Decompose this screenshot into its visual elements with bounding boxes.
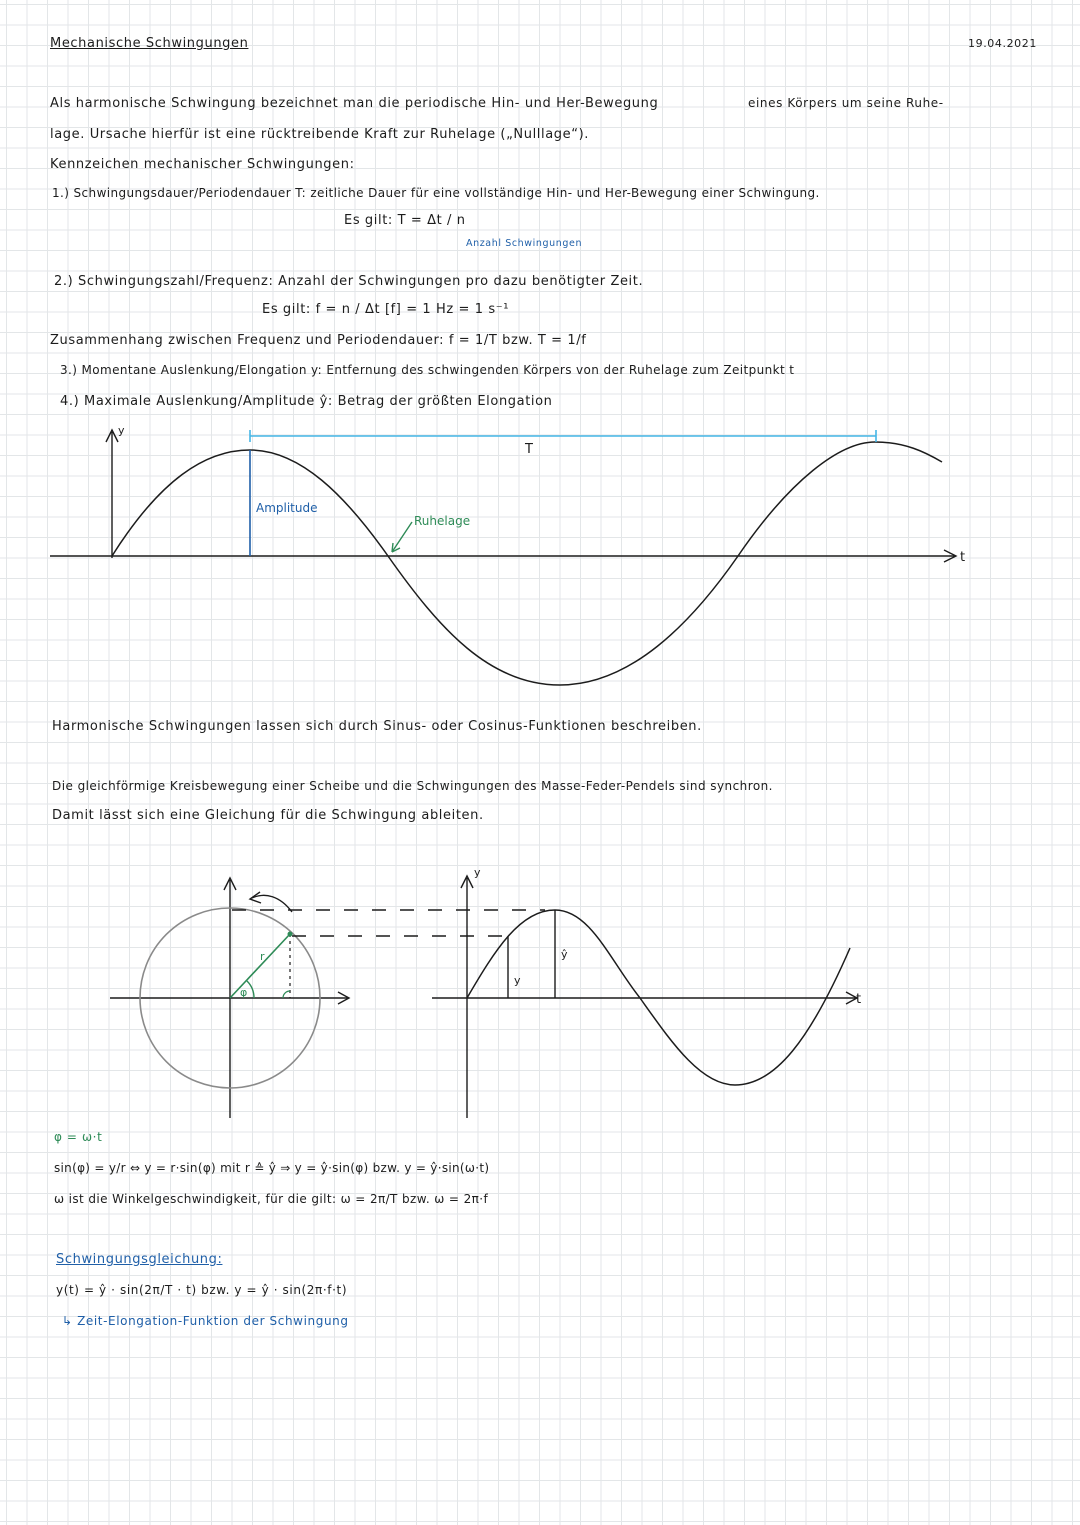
sine-y-axis-label: y	[474, 866, 481, 879]
angle-arc	[247, 981, 254, 998]
feature-3: 3.) Momentane Auslenkung/Elongation y: Entfernung des schwingenden Körpers von der Ruhelage zum Zeitpunkt t	[60, 363, 795, 377]
sin-formula: sin(φ) = y/r ⇔ y = r·sin(φ) mit r ≙ ŷ ⇒ y = ŷ·sin(φ) bzw. y = ŷ·sin(ω·t)	[54, 1161, 490, 1175]
period-label: T	[525, 442, 533, 457]
feature-2: 2.) Schwingungszahl/Frequenz: Anzahl der Schwingungen pro dazu benötigter Zeit.	[54, 274, 644, 289]
radius-line	[230, 934, 290, 998]
intro-line-2: lage. Ursache hierfür ist eine rücktreibende Kraft zur Ruhelage („Nulllage“).	[50, 127, 589, 142]
angle-label: φ	[240, 986, 248, 999]
rest-label: Ruhelage	[414, 514, 471, 528]
phi-formula: φ = ω·t	[54, 1130, 103, 1144]
feature-1-note: Anzahl Schwingungen	[466, 238, 583, 249]
mid-line-2: Die gleichförmige Kreisbewegung einer Scheibe und die Schwingungen des Masse-Feder-Pendels sind synchron.	[52, 779, 773, 793]
graph1-y-label: y	[118, 424, 125, 437]
equation-note: ↳ Zeit-Elongation-Funktion der Schwingung	[62, 1314, 349, 1328]
mid-line-3: Damit lässt sich eine Gleichung für die Schwingung ableiten.	[52, 808, 484, 823]
features-heading: Kennzeichen mechanischer Schwingungen:	[50, 157, 355, 172]
graph1-t-label: t	[960, 550, 966, 565]
mid-line-1: Harmonische Schwingungen lassen sich durch Sinus- oder Cosinus-Funktionen beschreiben.	[52, 719, 702, 734]
oscillation-graph	[0, 420, 1080, 720]
page-title: Mechanische Schwingungen	[50, 36, 249, 51]
date: 19.04.2021	[968, 37, 1037, 50]
relation-line: Zusammenhang zwischen Frequenz und Periodendauer: f = 1/T bzw. T = 1/f	[50, 333, 587, 348]
omega-formula: ω ist die Winkelgeschwindigkeit, für die gilt: ω = 2π/T bzw. ω = 2π·f	[54, 1192, 489, 1206]
elongation-label: y	[514, 974, 521, 987]
rest-pointer	[392, 522, 412, 552]
radius-label: r	[260, 950, 265, 963]
feature-4: 4.) Maximale Auslenkung/Amplitude ŷ: Betrag der größten Elongation	[60, 394, 553, 409]
rotation-arrow-head	[250, 892, 261, 903]
sine-curve	[112, 442, 942, 685]
amplitude-label: Amplitude	[256, 501, 318, 515]
amplitude-label-2: ŷ	[561, 948, 568, 961]
sine-t-label: t	[856, 992, 862, 1007]
intro-line-1a: Als harmonische Schwingung bezeichnet man die periodische Hin- und Her-Bewegung	[50, 96, 659, 111]
equation-heading: Schwingungsgleichung:	[56, 1252, 223, 1267]
feature-2-formula: Es gilt: f = n / Δt [f] = 1 Hz = 1 s⁻¹	[262, 302, 510, 317]
rotating-point	[288, 932, 293, 937]
feature-1: 1.) Schwingungsdauer/Periodendauer T: zeitliche Dauer für eine vollständige Hin- und Her-Bewegung einer Schwingung.	[52, 186, 820, 200]
feature-1-formula: Es gilt: T = Δt / n	[344, 213, 466, 228]
rest-pointer-head	[392, 543, 400, 552]
intro-line-1b: eines Körpers um seine Ruhe-	[748, 96, 944, 110]
equation-formula: y(t) = ŷ · sin(2π/T · t) bzw. y = ŷ · sin(2π·f·t)	[56, 1283, 348, 1297]
right-angle-mark	[283, 991, 290, 998]
circle-sine-diagram	[0, 860, 1080, 1130]
